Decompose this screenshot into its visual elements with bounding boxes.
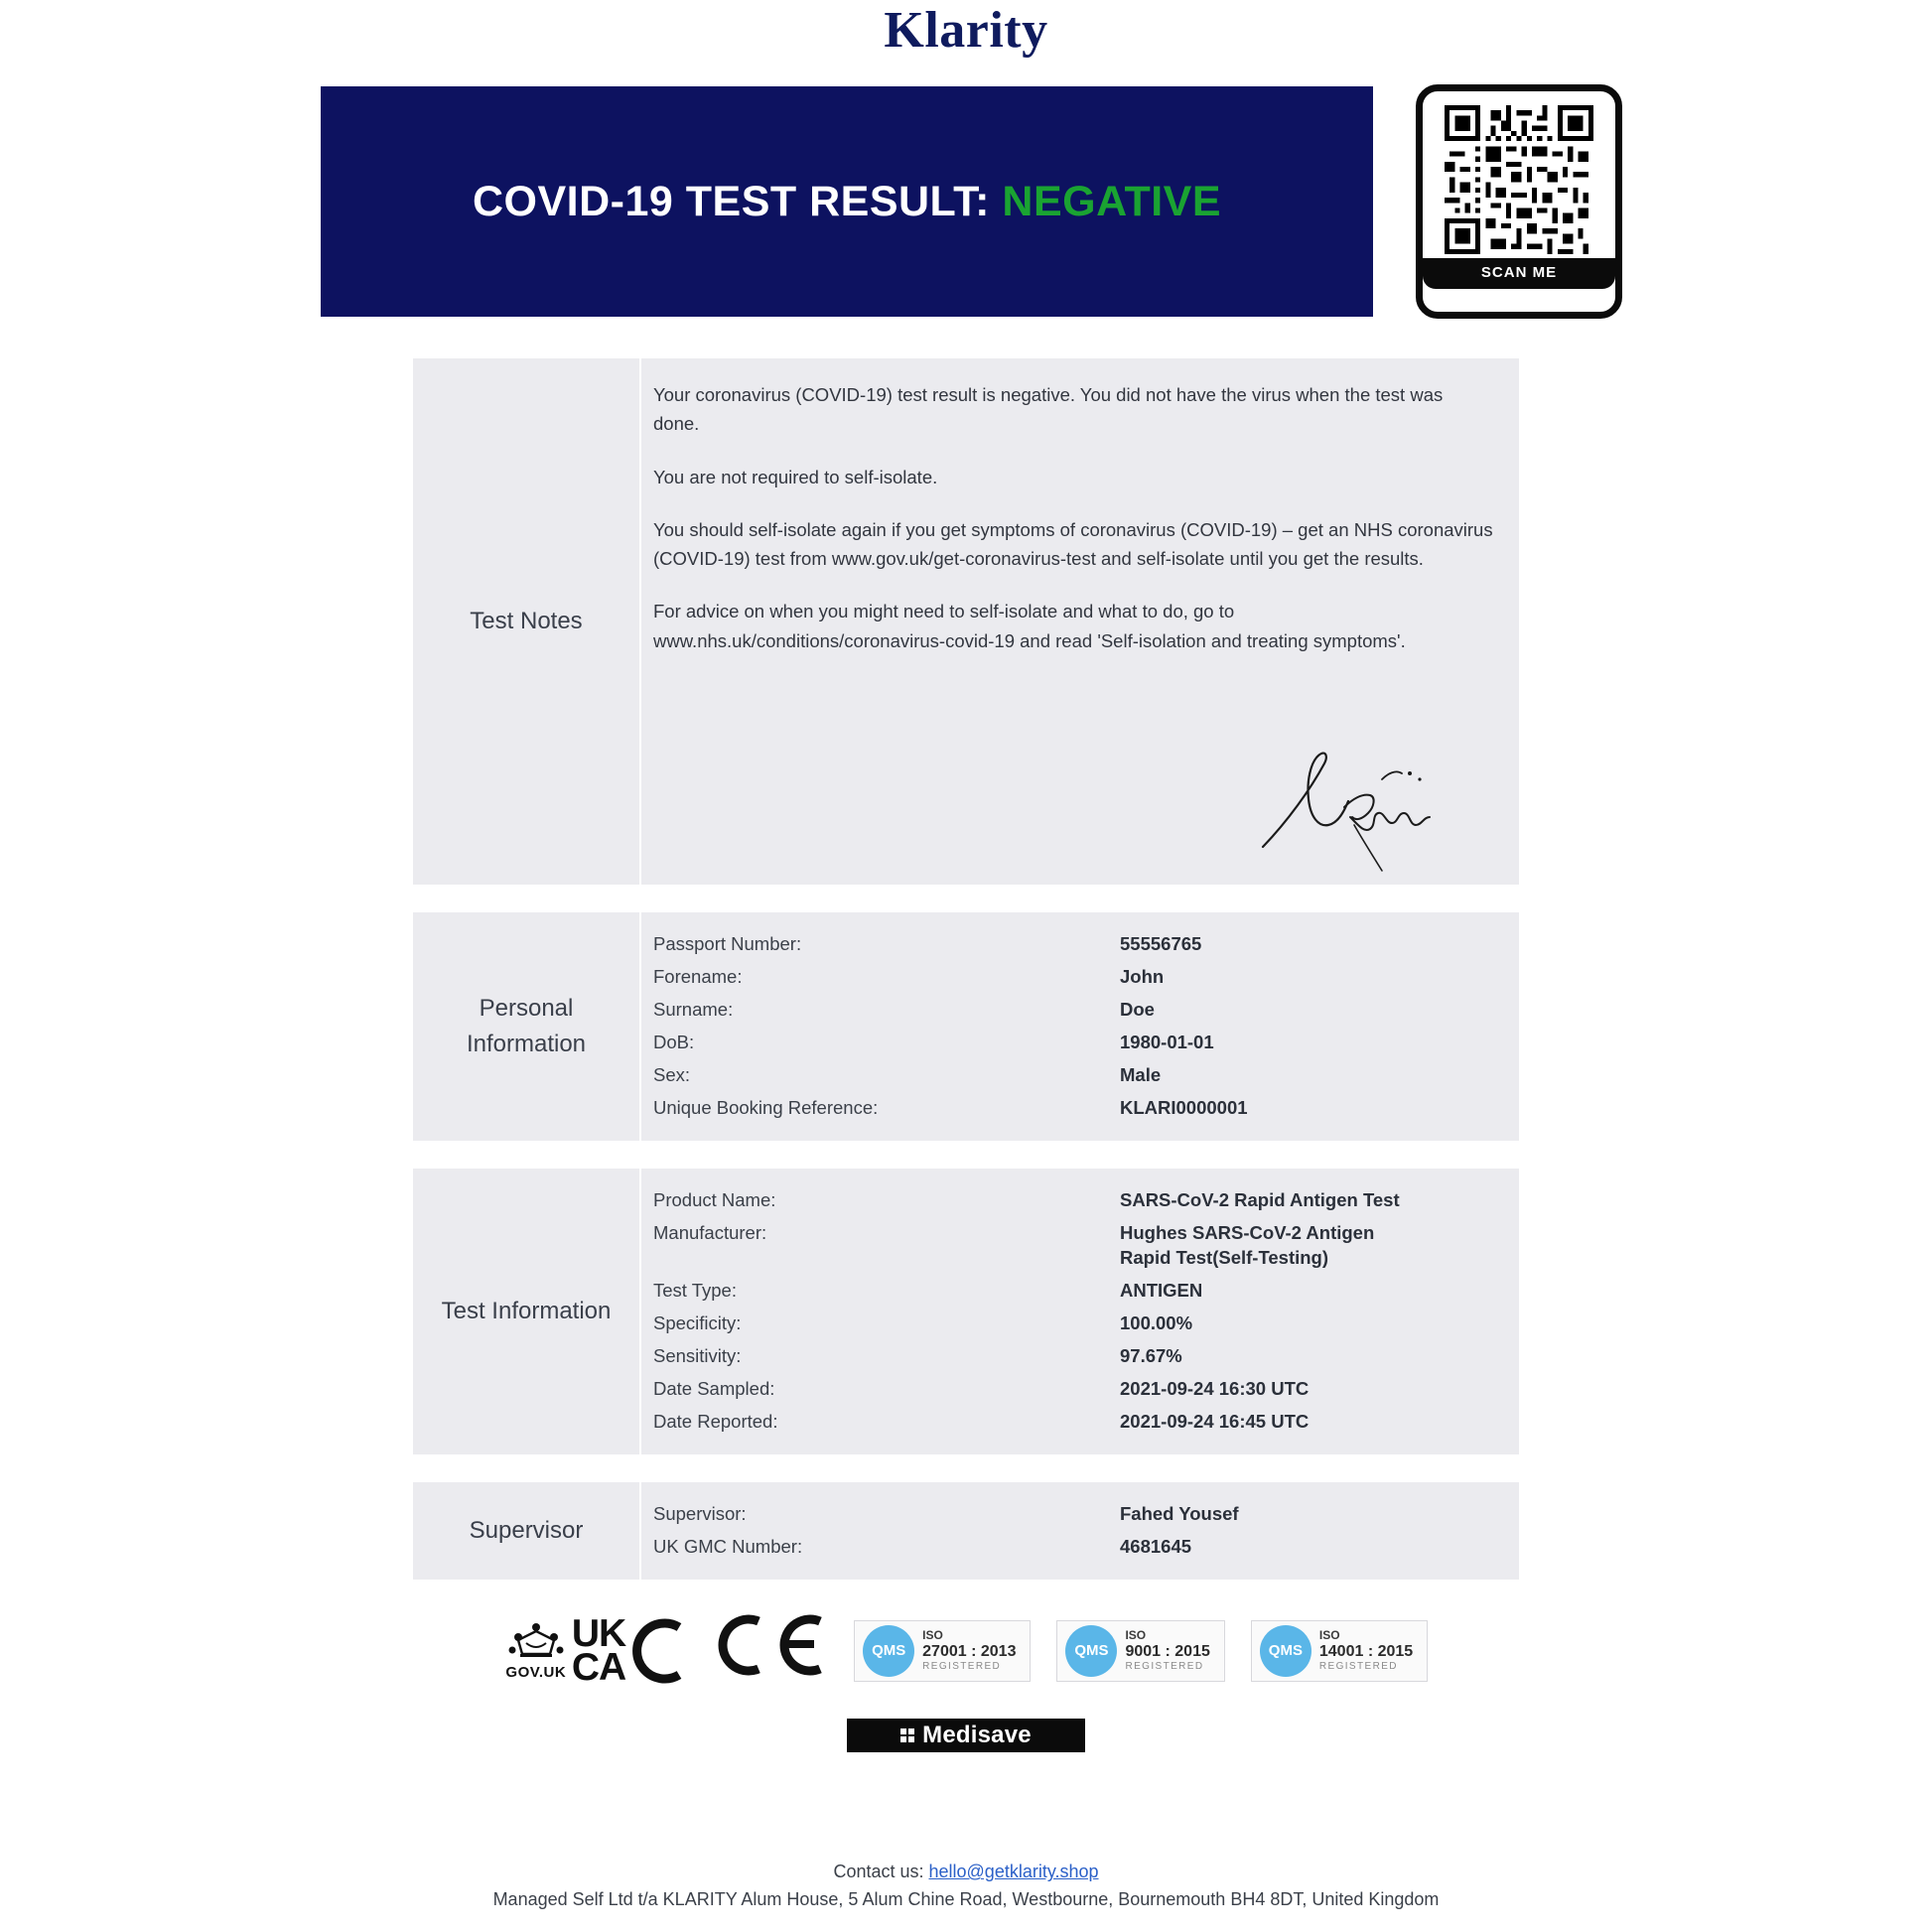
field-label: Sex: [653,1064,691,1086]
result-banner-row [0,86,1932,317]
field-value: 2021-09-24 16:30 UTC [1120,1377,1310,1399]
qms-icon: QMS [1260,1625,1311,1677]
page-footer [0,1859,1932,1914]
iso-standard-label: ISO [1125,1627,1147,1642]
medisave-dots-icon [900,1728,914,1742]
field-value: SARS-CoV-2 Rapid Antigen Test [1120,1189,1400,1210]
field-label: Product Name: [653,1189,776,1210]
section-test-information [413,1169,1519,1454]
iso-badge-text [1319,1629,1427,1673]
ukca-letters [571,1612,626,1689]
field-label: UK GMC Number: [653,1535,803,1557]
field-value: 100.00% [1120,1311,1193,1333]
iso-badge-text [1125,1629,1223,1673]
test-note-paragraph: You should self-isolate again if you get symptoms of coronavirus (COVID-19) – get an NHS coronavirus (COVID-19) test from www.gov.uk/get-coronavirus-test and self-isolate until you get the results. [653,518,1493,570]
iso-badge [854,1620,1031,1682]
ukca-letters-line2: CA [571,1645,626,1689]
iso-registered-label: REGISTERED [1125,1661,1204,1673]
section-label-test-information: Test Information [413,1169,641,1454]
contact-email-link[interactable]: hello@getklarity.shop [928,1862,1099,1882]
qr-code-icon [1440,105,1598,254]
crown-icon [504,1620,568,1664]
section-test-notes [413,358,1519,885]
section-personal-information [413,912,1519,1141]
table-row [653,1498,1493,1531]
iso-standard-number: 14001 : 2015 [1318,1642,1414,1660]
test-note-paragraph: You are not required to self-isolate. [653,466,938,487]
field-value: 2021-09-24 16:45 UTC [1120,1410,1310,1432]
table-row [653,928,1493,961]
govuk-crown-icon [504,1620,568,1681]
field-value: KLARI0000001 [1120,1097,1248,1119]
iso-badge-text [922,1629,1030,1673]
field-label: Manufacturer: [653,1221,767,1243]
personal-information-body [641,912,1519,1141]
qr-code-box[interactable] [1416,84,1622,319]
table-row [653,1531,1493,1564]
field-value: 1980-01-01 [1120,1032,1214,1053]
field-label: Unique Booking Reference: [653,1097,879,1119]
contact-prefix: Contact us: [833,1862,929,1882]
field-value: Doe [1120,999,1155,1021]
field-value: Hughes SARS-CoV-2 Antigen Rapid Test(Self-Testing) [1120,1221,1375,1268]
result-value: NEGATIVE [1002,177,1222,225]
table-row [653,961,1493,994]
field-value: Fahed Yousef [1120,1502,1239,1524]
field-label: Test Type: [653,1279,737,1301]
result-banner [321,86,1373,317]
field-label: Forename: [653,966,743,988]
field-value: 4681645 [1120,1535,1192,1557]
table-row [653,994,1493,1027]
brand-title: Klarity [884,2,1048,59]
table-row [653,1308,1493,1340]
ukca-mark-icon [504,1613,685,1689]
section-supervisor [413,1482,1519,1580]
ce-glyph-icon [711,1609,828,1681]
field-value: 55556765 [1120,933,1202,955]
test-notes-body [641,358,1519,885]
iso-standard-number: 9001 : 2015 [1125,1642,1210,1660]
ukca-c-icon [629,1613,685,1689]
section-label-supervisor: Supervisor [413,1482,641,1580]
field-label: Sensitivity: [653,1344,742,1366]
table-row [653,1184,1493,1217]
field-label: DoB: [653,1032,695,1053]
company-address: Managed Self Ltd t/a KLARITY Alum House, 5 Alum Chine Road, Westbourne, Bournemouth BH4 8DT, United Kingdom [492,1889,1440,1910]
contact-line [0,1859,1932,1886]
result-banner-text [473,178,1221,226]
certification-logos [413,1605,1519,1697]
ukca-letters-line1: UK [571,1612,626,1656]
section-label-test-notes: Test Notes [413,358,641,885]
table-row [653,1092,1493,1125]
test-note-paragraph: Your coronavirus (COVID-19) test result is negative. You did not have the virus when the test was done. [653,384,1444,435]
supervisor-body [641,1482,1519,1580]
field-label: Specificity: [653,1311,742,1333]
table-row [653,1059,1493,1092]
field-label: Date Reported: [653,1410,778,1432]
qms-icon: QMS [863,1625,914,1677]
table-row [653,1373,1493,1406]
field-value: 97.67% [1120,1344,1182,1366]
iso-standard-label: ISO [922,1627,943,1642]
field-value: Male [1120,1064,1162,1086]
table-row [653,1340,1493,1373]
qr-caption: SCAN ME [1423,258,1615,289]
result-banner-label: COVID-19 TEST RESULT: [472,177,990,225]
test-note-paragraph: For advice on when you might need to self-isolate and what to do, go to www.nhs.uk/conditions/coronavirus-covid-19 and read 'Self-isolation and treating symptoms'. [653,601,1406,651]
iso-standard-number: 27001 : 2013 [922,1642,1017,1660]
field-label: Supervisor: [653,1502,747,1524]
test-information-body [641,1169,1519,1454]
table-row [653,1027,1493,1059]
table-row [653,1217,1493,1275]
table-row [653,1275,1493,1308]
iso-registered-label: REGISTERED [1318,1661,1398,1673]
section-label-personal-information: Personal Information [413,912,641,1141]
iso-badge [1251,1620,1428,1682]
iso-standard-label: ISO [1318,1627,1340,1642]
field-value: ANTIGEN [1120,1279,1203,1301]
qms-icon: QMS [1065,1625,1117,1677]
ce-mark-icon [711,1609,828,1692]
field-label: Passport Number: [653,933,802,955]
signature-image [1233,730,1461,879]
field-value: John [1120,966,1165,988]
medisave-logo [847,1719,1085,1752]
medisave-label: Medisave [922,1721,1032,1748]
field-label: Date Sampled: [653,1377,775,1399]
table-row [653,1406,1493,1439]
field-label: Surname: [653,999,734,1021]
iso-badge [1056,1620,1224,1682]
govuk-label: GOV.UK [505,1664,567,1682]
iso-registered-label: REGISTERED [922,1661,1002,1673]
